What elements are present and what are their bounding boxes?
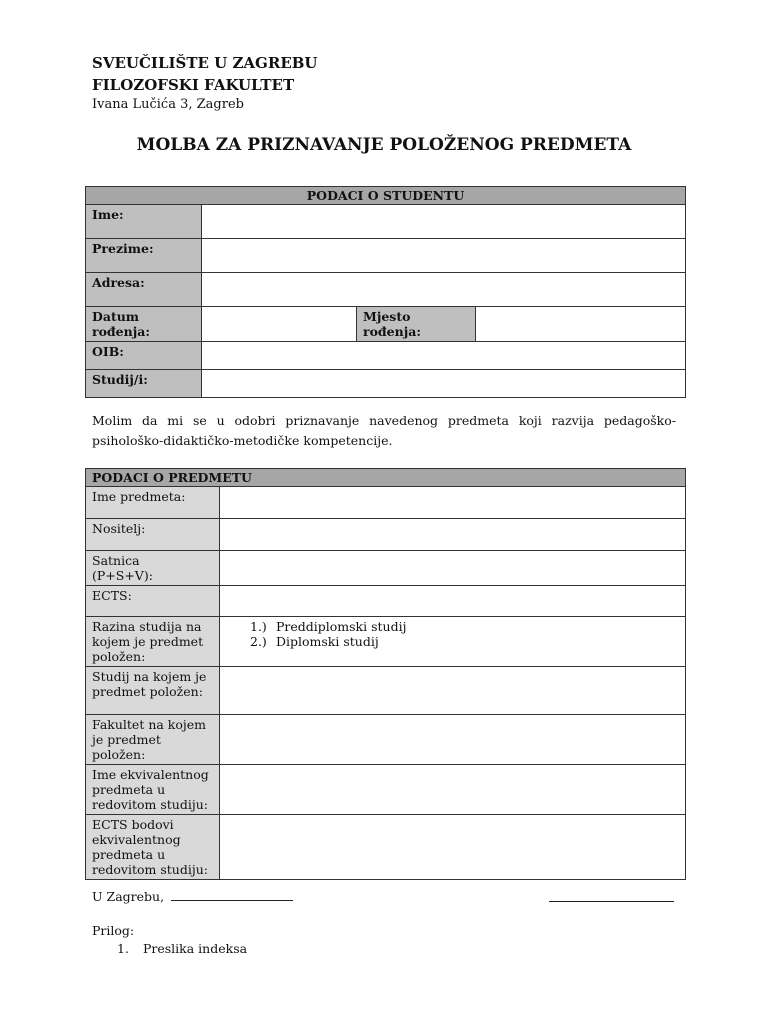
label-satnica-line2: (P+S+V): (92, 568, 153, 583)
label-adresa: Adresa: (86, 273, 202, 307)
level-option-label: Diplomski studij (275, 634, 379, 649)
label-ekv-line1: Ime ekvivalentnog (92, 767, 209, 782)
label-studij-line1: Studij na kojem je (92, 669, 207, 684)
faculty-name: FILOZOFSKI FAKULTET (92, 76, 295, 94)
attachment-item (117, 941, 247, 957)
label-fakultet-line1: Fakultet na kojem (92, 717, 207, 732)
level-option-label: Preddiplomski studij (275, 619, 407, 634)
level-option[interactable] (250, 634, 679, 649)
place-label: U Zagrebu, (92, 889, 165, 904)
studij-polozen-field[interactable] (220, 667, 686, 715)
label-studij: Studij/i: (86, 370, 202, 398)
oib-field[interactable] (202, 342, 686, 370)
request-text: Molim da mi se u odobri priznavanje navedenog predmeta koji razvija pedagoško-psihološko-didaktičko-metodičke kompetencije. (92, 413, 676, 448)
student-section-heading: PODACI O STUDENTU (86, 187, 686, 205)
date-field[interactable] (171, 887, 293, 901)
ime-field[interactable] (202, 205, 686, 239)
label-razina-line3: položen: (92, 649, 146, 664)
satnica-field[interactable] (220, 551, 686, 586)
label-razina-line2: kojem je predmet (92, 634, 204, 649)
label-ekv-line3: redovitom studiju: (92, 797, 208, 812)
level-option[interactable] (250, 619, 679, 634)
subject-section-heading: PODACI O PREDMETU (86, 469, 686, 487)
ects-ekvivalentnog-field[interactable] (220, 815, 686, 880)
ekvivalentni-predmet-field[interactable] (220, 765, 686, 815)
label-ects-ekv-line1: ECTS bodovi (92, 817, 174, 832)
fakultet-field[interactable] (220, 715, 686, 765)
label-studij-polozen (86, 667, 220, 715)
signature-field[interactable] (549, 888, 674, 902)
label-oib: OIB: (86, 342, 202, 370)
ime-predmeta-field[interactable] (220, 487, 686, 519)
datum-rodjenja-field[interactable] (202, 307, 357, 342)
studij-field[interactable] (202, 370, 686, 398)
place-date-line (92, 887, 293, 905)
label-ime: Ime: (86, 205, 202, 239)
level-option-num: 2.) (250, 634, 267, 649)
label-fakultet-line2: je predmet položen: (92, 732, 161, 762)
page-title: MOLBA ZA PRIZNAVANJE POLOŽENOG PREDMETA (136, 135, 632, 155)
university-name: SVEUČILIŠTE U ZAGREBU (92, 54, 318, 72)
student-data-table (85, 186, 686, 398)
attachment-label: Prilog: (92, 923, 135, 938)
label-datum-rodjenja: Datum rođenja: (86, 307, 202, 342)
label-satnica (86, 551, 220, 586)
label-ects-ekvivalentnog (86, 815, 220, 880)
adresa-field[interactable] (202, 273, 686, 307)
label-satnica-line1: Satnica (92, 553, 140, 568)
label-prezime: Prezime: (86, 239, 202, 273)
label-mjesto-rodjenja: Mjesto rođenja: (357, 307, 476, 342)
prezime-field[interactable] (202, 239, 686, 273)
label-razina-line1: Razina studija na (92, 619, 202, 634)
label-ekvivalentni-predmet (86, 765, 220, 815)
subject-data-table (85, 468, 686, 880)
ects-field[interactable] (220, 586, 686, 617)
faculty-address: Ivana Lučića 3, Zagreb (92, 97, 244, 112)
nositelj-field[interactable] (220, 519, 686, 551)
label-fakultet (86, 715, 220, 765)
attachment-text: Preslika indeksa (142, 941, 248, 956)
label-ects-ekv-line4: redovitom studiju: (92, 862, 208, 877)
level-option-num: 1.) (250, 619, 267, 634)
razina-studija-field[interactable] (220, 617, 686, 667)
label-ects: ECTS: (86, 586, 220, 617)
label-nositelj: Nositelj: (86, 519, 220, 551)
label-razina-studija (86, 617, 220, 667)
label-ects-ekv-line3: predmeta u (92, 847, 166, 862)
label-ekv-line2: predmeta u (92, 782, 166, 797)
label-ects-ekv-line2: ekvivalentnog (92, 832, 181, 847)
label-ime-predmeta: Ime predmeta: (86, 487, 220, 519)
mjesto-rodjenja-field[interactable] (476, 307, 686, 342)
label-studij-line2: predmet položen: (92, 684, 203, 699)
attachment-num: 1. (117, 941, 129, 956)
